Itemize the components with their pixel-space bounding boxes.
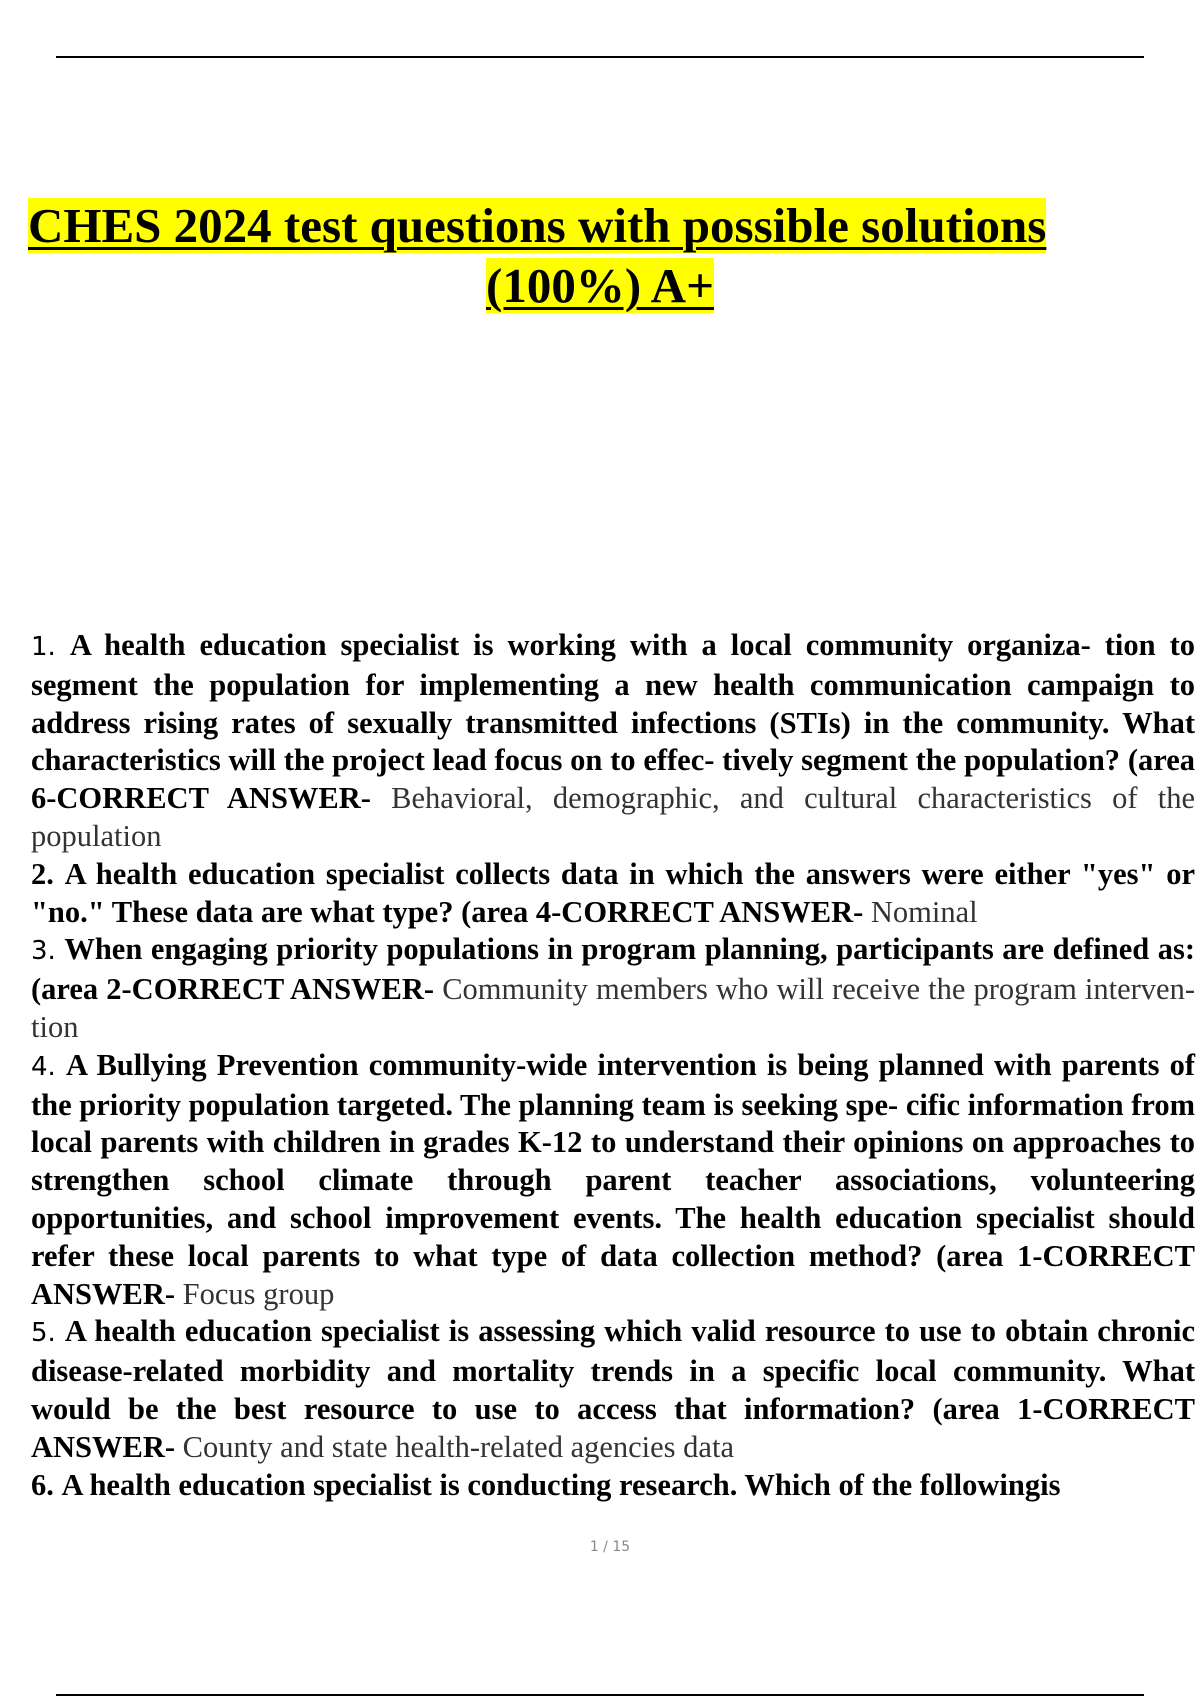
title-line-2: (100%) A+ [486,258,714,313]
question-2 [31,856,1195,932]
question-answer: Behavioral, demographic, and cultural characteristics of the population [31,781,1196,853]
question-1 [31,627,1195,856]
question-number: 1. [31,632,56,662]
question-6 [31,1467,1195,1505]
question-answer: Nominal [870,894,978,929]
question-stem: A health education specialist is working with a local community organiza- tion to segment the population for implementing a new health communication campaign to address rising rates of sexually transmitted infections (STIs) in the community. What characteristics will the project lead focus on to effec- tively segment the population? (area 6-CORRECT ANSWER- [31,628,1196,816]
page-indicator: 1 / 15 [589,1539,631,1555]
question-number: 5. [31,1318,56,1349]
question-4 [31,1047,1195,1314]
question-list [31,627,1195,1504]
question-answer: County and state health-related agencies data [182,1429,734,1464]
question-stem: A health education specialist collects data in which the answers were either "yes" or "no." These data are what type? (area 4-CORRECT ANSWER- [31,856,1196,929]
top-rule [56,56,1144,58]
question-number: 3. [31,936,56,967]
question-number: 2. [31,856,54,891]
bottom-rule [56,1694,1144,1696]
question-3 [31,931,1195,1046]
question-number: 6. [31,1467,54,1502]
question-answer: Focus group [182,1276,335,1311]
document-title [0,196,1200,316]
question-answer: Community members who will receive the program interven-tion [31,972,1196,1044]
question-stem: When engaging priority populations in program planning, participants are defined as: (area 2-CORRECT ANSWER- [31,932,1195,1007]
question-5 [31,1313,1195,1466]
question-stem: A Bullying Prevention community-wide intervention is being planned with parents of the priority population targeted. The planning team is seeking spe- cific information from local parents with children in grades K-12 to understand their opinions on approaches to strengthen school climate through parent teacher associations, volunteering opportunities, and school improvement events. The health education specialist should refer these local parents to what type of data collection method? (area 1-CORRECT ANSWER- [31,1047,1196,1311]
question-stem: A health education specialist is assessing which valid resource to use to obtain chronic disease-related morbidity and mortality trends in a specific local community. What would be the best resource to use to access that information? (area 1-CORRECT ANSWER- [31,1314,1195,1464]
question-number: 4. [31,1051,56,1082]
title-line-1: CHES 2024 test questions with possible solutions [28,198,1047,253]
question-stem: A health education specialist is conducting research. Which of the followingis [61,1467,1061,1502]
